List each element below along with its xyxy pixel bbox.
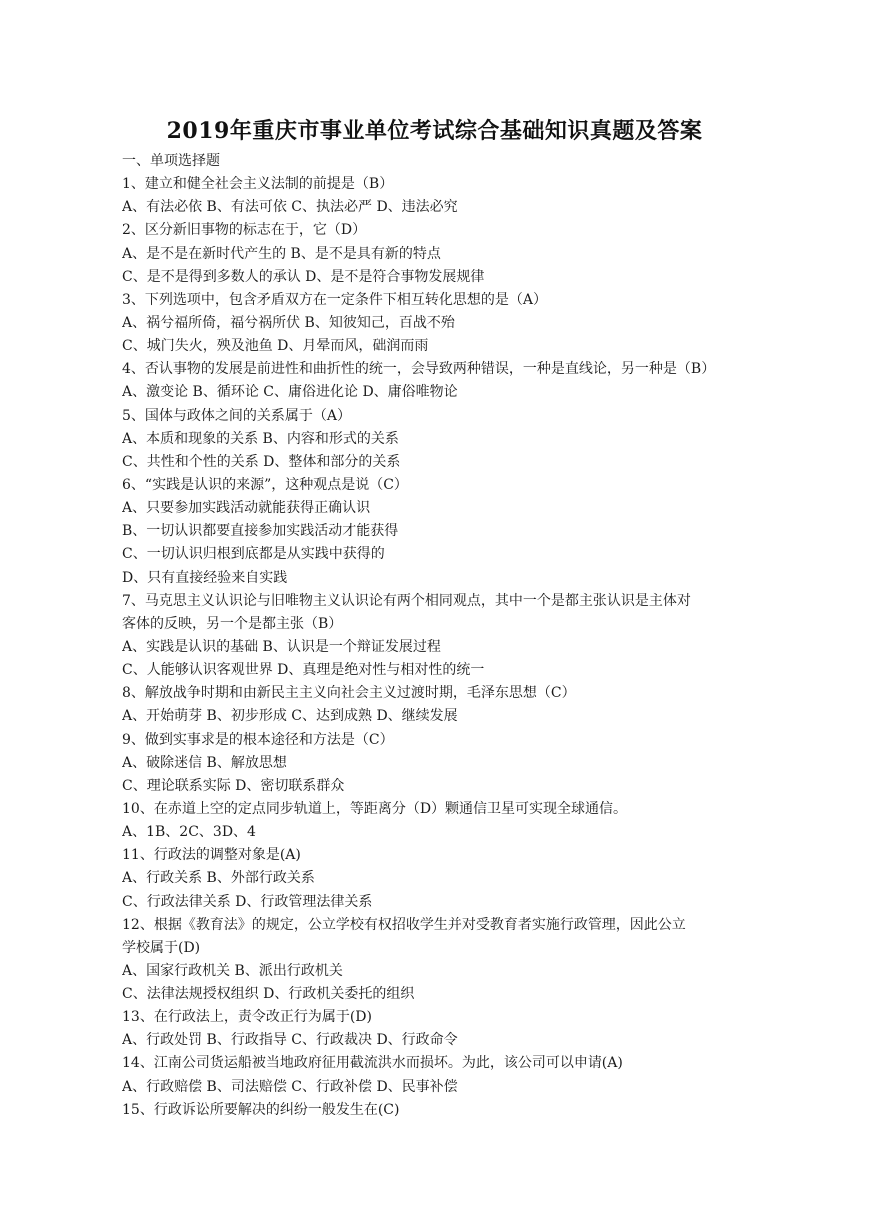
text-line: C、人能够认识客观世界 D、真理是绝对性与相对性的统一 bbox=[122, 662, 485, 679]
text-line: A、是不是在新时代产生的 B、是不是具有新的特点 bbox=[122, 245, 441, 262]
text-line: 2、区分新旧事物的标志在于，它（D） bbox=[122, 222, 367, 239]
text-line: C、行政法律关系 D、行政管理法律关系 bbox=[122, 893, 373, 910]
text-line: 11、行政法的调整对象是(A) bbox=[122, 847, 301, 864]
text-line: 8、解放战争时期和由新民主主义向社会主义过渡时期，毛泽东思想（C） bbox=[122, 685, 576, 702]
text-line: 一、单项选择题 bbox=[122, 153, 220, 169]
text-line: 13、在行政法上，责令改正行为属于(D) bbox=[122, 1009, 372, 1026]
text-line: 4、否认事物的发展是前进性和曲折性的统一，会导致两种错误，一种是直线论，另一种是（B） bbox=[122, 361, 716, 378]
text-line: D、只有直接经验来自实践 bbox=[122, 569, 288, 586]
text-line: A、激变论 B、循环论 C、庸俗进化论 D、庸俗唯物论 bbox=[122, 384, 458, 401]
text-line: A、实践是认识的基础 B、认识是一个辩证发展过程 bbox=[122, 638, 441, 655]
text-line: 客体的反映，另一个是都主张（B） bbox=[122, 615, 343, 632]
text-line: 9、做到实事求是的根本途径和方法是（C） bbox=[122, 731, 394, 748]
document-body bbox=[122, 150, 752, 1122]
text-line: C、城门失火，殃及池鱼 D、月晕而风，础润而雨 bbox=[122, 338, 429, 355]
text-line: A、行政赔偿 B、司法赔偿 C、行政补偿 D、民事补偿 bbox=[122, 1078, 458, 1095]
text-line: A、破除迷信 B、解放思想 bbox=[122, 754, 287, 771]
text-line: 7、马克思主义认识论与旧唯物主义认识论有两个相同观点，其中一个是都主张认识是主体对 bbox=[122, 592, 691, 609]
text-line: C、理论联系实际 D、密切联系群众 bbox=[122, 777, 345, 794]
text-line: 14、江南公司货运船被当地政府征用截流洪水而损坏。为此，该公司可以申请(A) bbox=[122, 1055, 623, 1072]
text-line: A、行政关系 B、外部行政关系 bbox=[122, 870, 315, 887]
text-line: 5、国体与政体之间的关系属于（A） bbox=[122, 407, 352, 424]
text-line: A、祸兮福所倚，福兮祸所伏 B、知彼知己，百战不殆 bbox=[122, 314, 455, 331]
text-line: 3、下列选项中，包含矛盾双方在一定条件下相互转化思想的是（A） bbox=[122, 291, 548, 308]
text-line: 6、“实践是认识的来源”，这种观点是说（C） bbox=[122, 476, 408, 493]
text-line: A、有法必依 B、有法可依 C、执法必严 D、违法必究 bbox=[122, 199, 458, 216]
text-line: A、开始萌芽 B、初步形成 C、达到成熟 D、继续发展 bbox=[122, 708, 458, 725]
text-line: C、法律法规授权组织 D、行政机关委托的组织 bbox=[122, 986, 415, 1003]
text-line: C、是不是得到多数人的承认 D、是不是符合事物发展规律 bbox=[122, 268, 485, 285]
text-line: C、共性和个性的关系 D、整体和部分的关系 bbox=[122, 453, 401, 470]
text-line: 15、行政诉讼所要解决的纠纷一般发生在(C) bbox=[122, 1101, 400, 1118]
text-line: 12、根据《教育法》的规定，公立学校有权招收学生并对受教育者实施行政管理，因此公立 bbox=[122, 916, 686, 933]
text-line: C、一切认识归根到底都是从实践中获得的 bbox=[122, 546, 385, 563]
document-title: 2019年重庆市事业单位考试综合基础知识真题及答案 bbox=[166, 118, 703, 144]
text-line: 1、建立和健全社会主义法制的前提是（B） bbox=[122, 176, 394, 193]
text-line: A、国家行政机关 B、派出行政机关 bbox=[122, 962, 343, 979]
text-line: A、行政处罚 B、行政指导 C、行政裁决 D、行政命令 bbox=[122, 1032, 458, 1049]
text-line: A、只要参加实践活动就能获得正确认识 bbox=[122, 500, 371, 517]
text-line: 10、在赤道上空的定点同步轨道上，等距离分（D）颗通信卫星可实现全球通信。 bbox=[122, 800, 628, 817]
text-line: A、本质和现象的关系 B、内容和形式的关系 bbox=[122, 430, 399, 447]
text-line: 学校属于(D) bbox=[122, 939, 201, 956]
text-line: A、1B、2C、3D、4 bbox=[122, 824, 256, 841]
text-line: B、一切认识都要直接参加实践活动才能获得 bbox=[122, 523, 399, 540]
